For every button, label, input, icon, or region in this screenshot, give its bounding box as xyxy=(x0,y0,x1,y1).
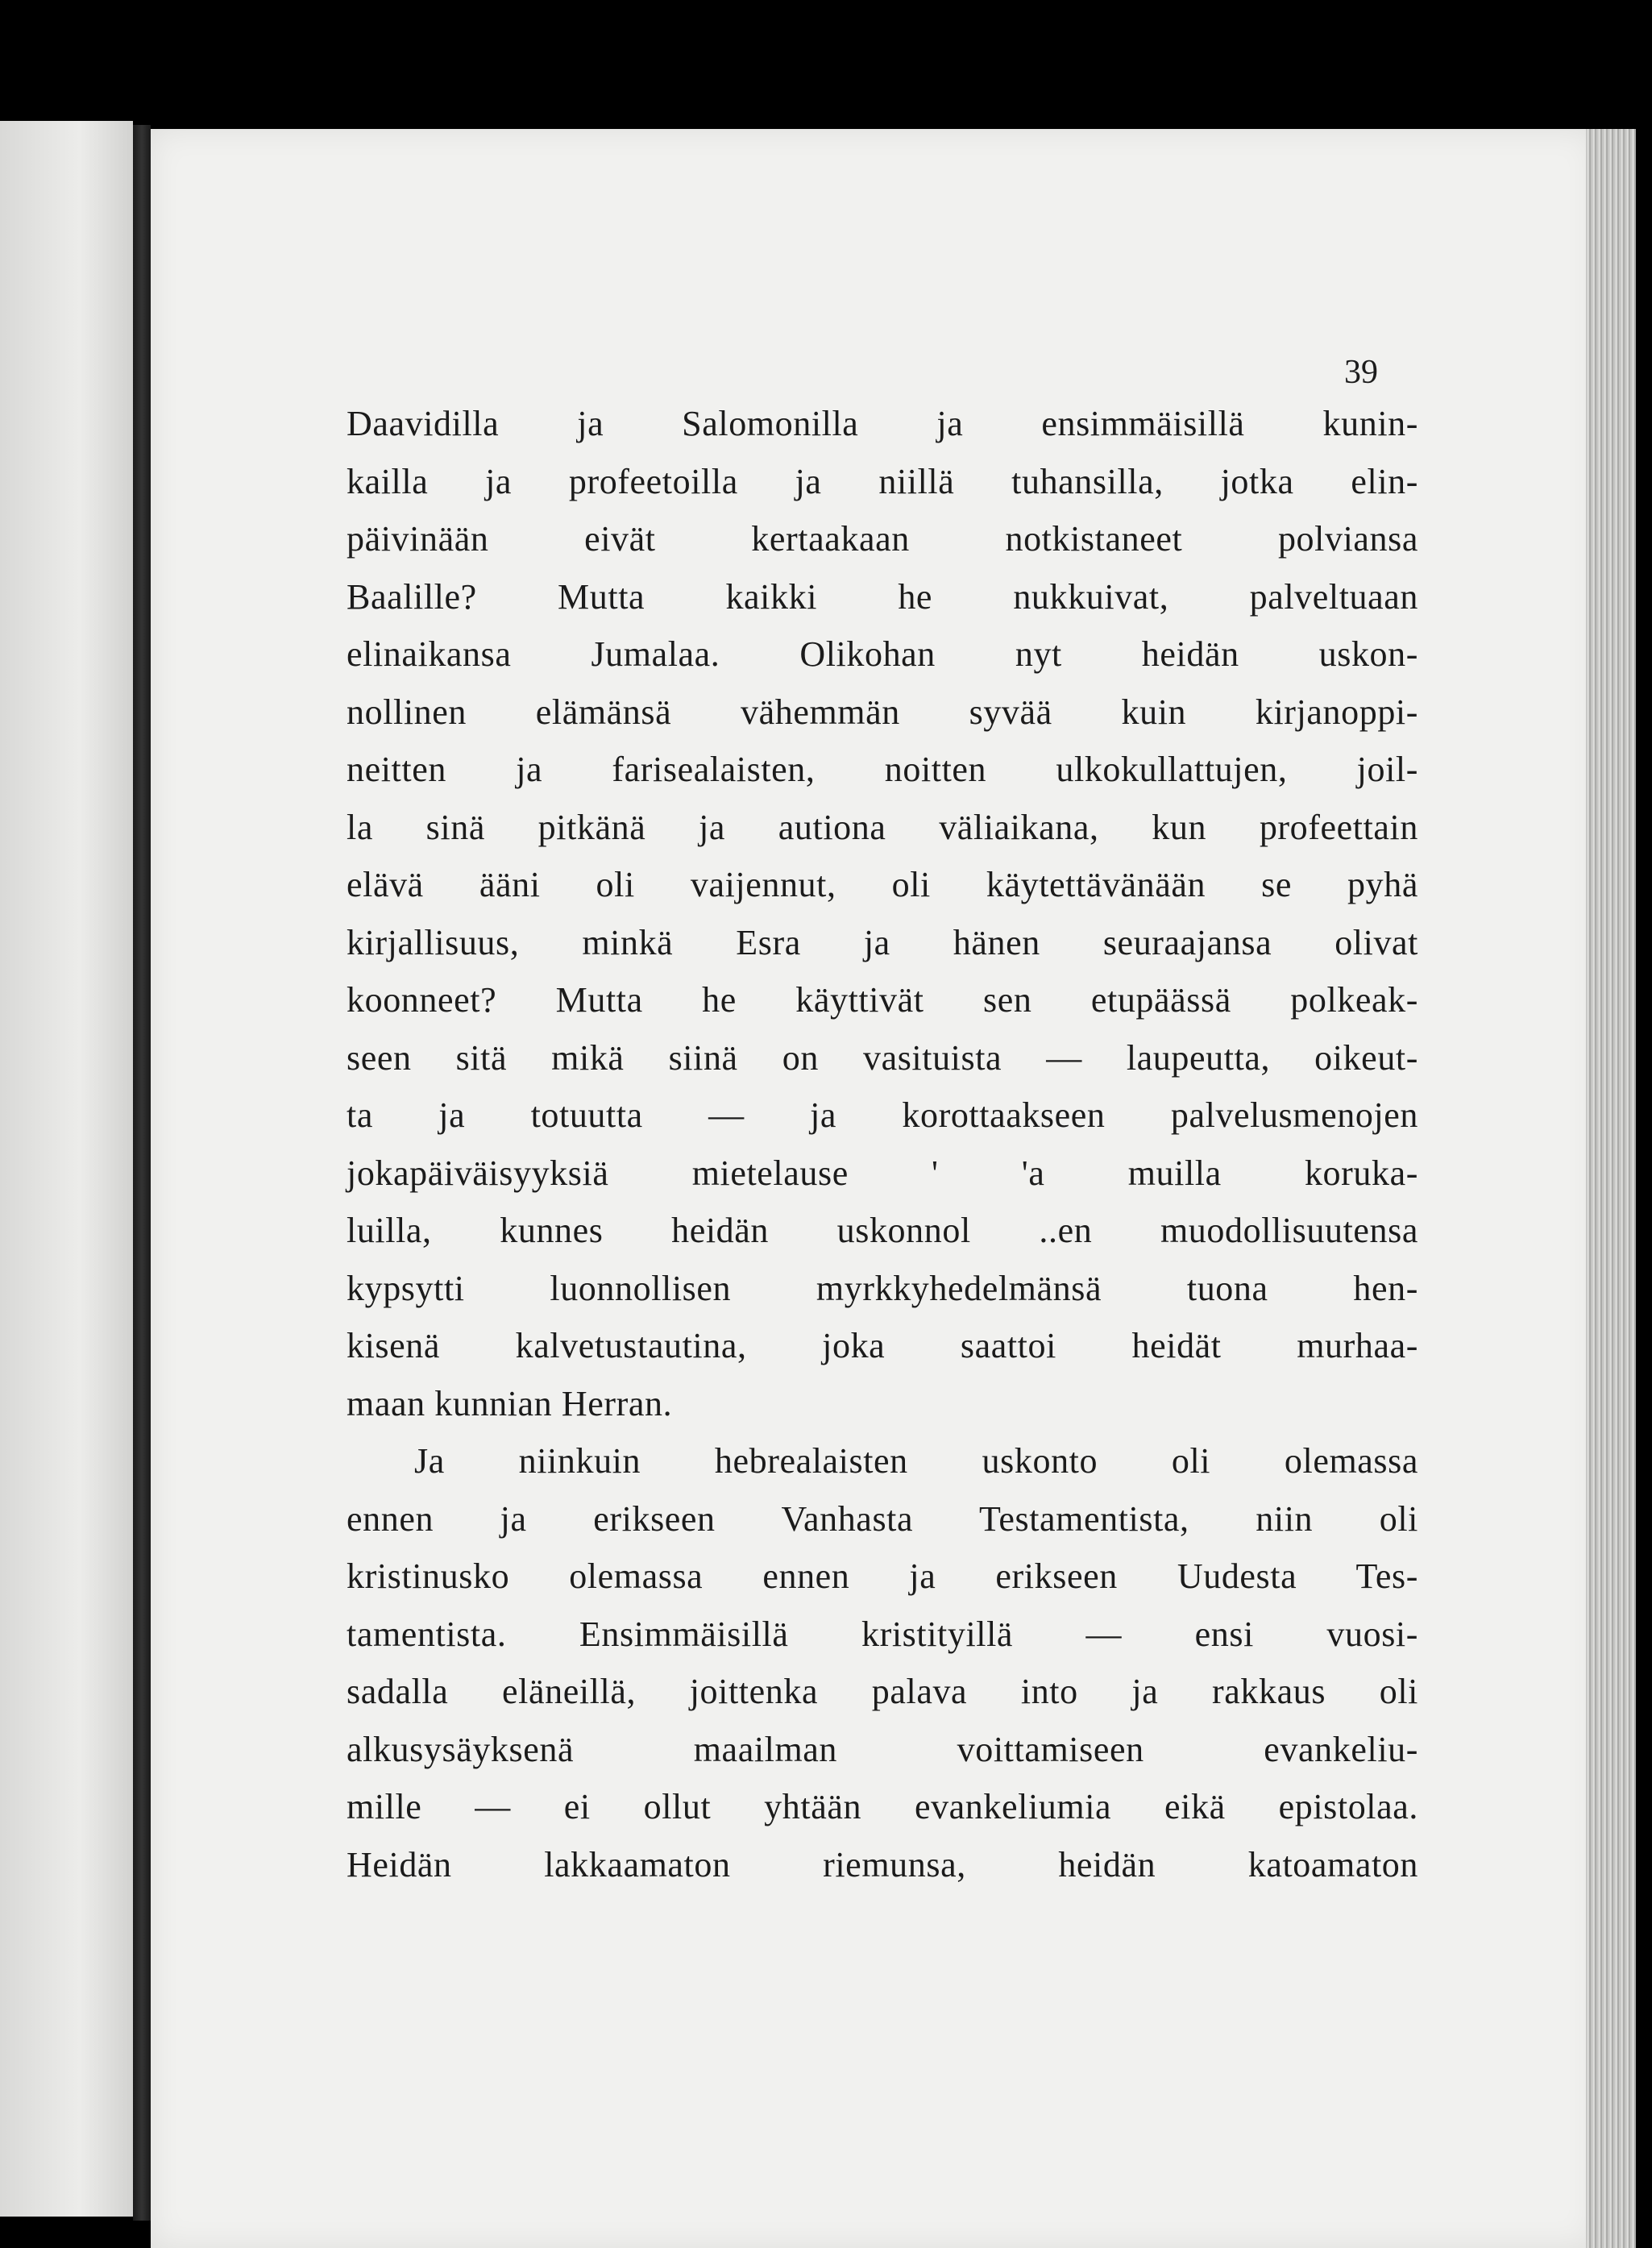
body-text xyxy=(347,395,1418,1893)
text-line: Heidän lakkaamaton riemunsa, heidän katoamaton xyxy=(347,1844,1418,1884)
paragraph-start-line: Ja niinkuin hebrealaisten uskonto oli olemassa xyxy=(414,1441,1418,1481)
text-line: Baalille? Mutta kaikki he nukkuivat, palveltuaan xyxy=(347,576,1418,617)
text-line: ennen ja erikseen Vanhasta Testamentista, niin oli xyxy=(347,1498,1418,1539)
page-stack-edge xyxy=(1586,129,1636,2248)
text-line: luilla, kunnes heidän uskonnol ..en muodollisuutensa xyxy=(347,1211,1418,1250)
text-line: kristinusko olemassa ennen ja erikseen Uudesta Tes- xyxy=(347,1556,1418,1596)
paragraph-end-line: maan kunnian Herran. xyxy=(347,1383,673,1423)
text-line: mille — ei ollut yhtään evankeliumia eikä epistolaa. xyxy=(347,1787,1418,1826)
page-number: 39 xyxy=(1344,354,1378,391)
text-line: sadalla eläneillä, joittenka palava into ja rakkaus oli xyxy=(347,1672,1418,1711)
text-line: ta ja totuutta — ja korottaakseen palvelusmenojen xyxy=(347,1095,1418,1135)
text-line: jokapäiväisyyksiä mietelause ' 'a muilla koruka- xyxy=(347,1153,1418,1193)
text-line: Daavidilla ja Salomonilla ja ensimmäisillä kunin- xyxy=(347,404,1418,443)
text-line: elävä ääni oli vaijennut, oli käytettävänään se pyhä xyxy=(347,865,1418,904)
text-line: elinaikansa Jumalaa. Olikohan nyt heidän uskon- xyxy=(347,634,1418,674)
facing-page-edge xyxy=(0,121,133,2217)
text-line: kypsytti luonnollisen myrkkyhedelmänsä tuona hen- xyxy=(347,1268,1418,1308)
text-line: tamentista. Ensimmäisillä kristityillä — ensi vuosi- xyxy=(347,1614,1418,1654)
text-line: seen sitä mikä siinä on vasituista — laupeutta, oikeut- xyxy=(347,1037,1418,1078)
text-line: neitten ja farisealaisten, noitten ulkokullattujen, joil- xyxy=(347,750,1418,789)
text-line: alkusysäyksenä maailman voittamiseen evankeliu- xyxy=(347,1729,1418,1769)
text-line: kirjallisuus, minkä Esra ja hänen seuraajansa olivat xyxy=(347,922,1418,962)
text-line: koonneet? Mutta he käyttivät sen etupäässä polkeak- xyxy=(347,980,1418,1020)
text-line: kisenä kalvetustautina, joka saattoi heidät murhaa- xyxy=(347,1326,1418,1365)
text-line: päivinään eivät kertaakaan notkistaneet polviansa xyxy=(347,519,1418,559)
book-gutter xyxy=(133,125,151,2221)
text-line: la sinä pitkänä ja autiona väliaikana, kun profeettain xyxy=(347,807,1418,847)
text-line: nollinen elämänsä vähemmän syvää kuin kirjanoppi- xyxy=(347,692,1418,732)
text-line: kailla ja profeetoilla ja niillä tuhansilla, jotka elin- xyxy=(347,461,1418,501)
